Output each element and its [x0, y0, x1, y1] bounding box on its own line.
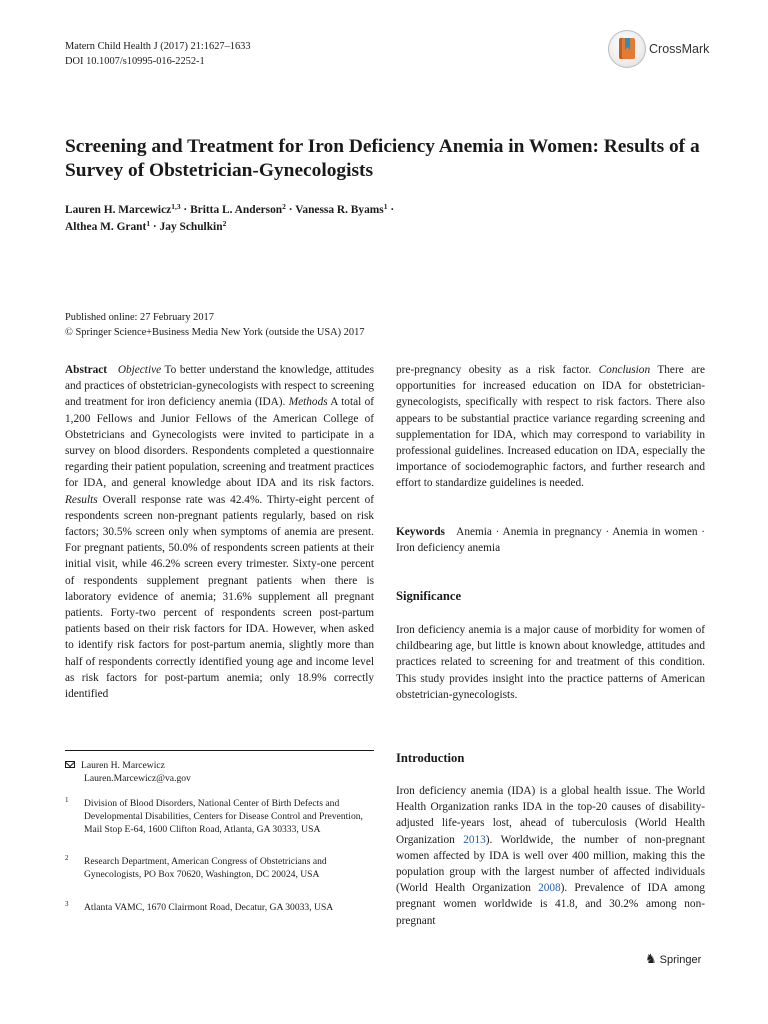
article-title: Screening and Treatment for Iron Deficiency Anemia in Women: Results of a Survey of Obstetrician-Gynecologists: [65, 136, 700, 181]
citation-link[interactable]: 2008: [538, 882, 561, 895]
significance-text: Iron deficiency anemia is a major cause of morbidity for women of childbearing age, but little is known about knowledge, attitudes and practices related to screening for and treatment of this condition. This study provides insight into the practice patterns of American obstetrician-gynecologists.: [396, 624, 705, 701]
author-separator: ·: [150, 221, 160, 233]
author-name[interactable]: Jay Schulkin: [159, 221, 223, 233]
affiliation: [65, 797, 365, 837]
author-separator: ·: [285, 204, 296, 216]
author-list: [65, 202, 705, 236]
contact-name: Lauren H. Marcewicz: [81, 760, 165, 771]
significance-heading: Significance: [396, 589, 462, 603]
intro-text: Iron deficiency anemia (IDA) is a global health issue. The World Health Organization ranks IDA in the top-20 causes of disability-adjusted life-years lost, ahead of tuberculosis (World Health Organization: [396, 785, 705, 846]
intro-text: ). Prevalence of IDA among pregnant women worldwide is 41.8, and 30.2% among non-pregnant: [396, 882, 706, 927]
keywords-label: Keywords: [396, 526, 445, 538]
affiliation-text: Atlanta VAMC, 1670 Clairmont Road, Decatur, GA 30033, USA: [84, 902, 334, 913]
introduction-heading: Introduction: [396, 751, 465, 765]
conclusion-text: There are opportunities for increased education on IDA for obstetrician-gynecologists, specifically with respect to risk factors. There also appears to be substantial practice variance regarding screening and supplementation for IDA, which may correspond to variability in professional guidelines. Increased education on IDA, especially the importance of sociodemographic factors, and further research and effort to standardize guidelines is needed.: [396, 364, 705, 490]
author-separator: ·: [180, 204, 191, 216]
conclusion-label: Conclusion: [598, 364, 651, 376]
introduction-section: [396, 783, 705, 929]
author-affiliation-mark: 1,3: [171, 202, 181, 211]
abstract-paragraph: [396, 362, 705, 492]
author-affiliation-mark: 1: [146, 219, 151, 228]
affiliation-text: Division of Blood Disorders, National Center of Birth Defects and Developmental Disabilities, Centers for Disease Control and Prevention, Mail Stop E-64, 1600 Clifton Road, Atlanta, GA 30333, USA: [84, 798, 363, 836]
contact-email[interactable]: Lauren.Marcewicz@va.gov: [84, 773, 191, 785]
envelope-icon: [65, 761, 75, 768]
journal-line: Matern Child Health J (2017) 21:1627–1633: [65, 41, 251, 52]
abstract-paragraph: [65, 362, 374, 702]
author-affiliation-mark: 2: [222, 219, 227, 228]
author-name[interactable]: Althea M. Grant: [65, 221, 147, 233]
results-text-continued: pre-pregnancy obesity as a risk factor.: [396, 364, 599, 376]
methods-label: Methods: [288, 396, 328, 409]
crossmark-badge[interactable]: [608, 30, 723, 70]
abstract-continued: [396, 362, 705, 492]
affiliation-text: Research Department, American Congress of Obstetricians and Gynecologists, PO Box 70620, Washington, DC 20024, USA: [84, 856, 327, 881]
objective-label: Objective: [117, 364, 162, 376]
journal-citation: [65, 39, 251, 69]
copyright-line: © Springer Science+Business Media New York (outside the USA) 2017: [65, 327, 365, 338]
keywords-text: Anemia · Anemia in pregnancy · Anemia in women · Iron deficiency anemia: [396, 526, 705, 555]
significance-section: [396, 622, 705, 703]
author-name[interactable]: Lauren H. Marcewicz: [65, 204, 172, 216]
footnote-divider: [65, 750, 374, 751]
published-date: Published online: 27 February 2017: [65, 312, 214, 323]
affiliation-number: 3: [65, 900, 69, 908]
affiliation: [65, 855, 365, 881]
publisher-name: Springer: [659, 954, 702, 966]
keywords: [396, 524, 705, 556]
citation-link[interactable]: 2013: [463, 833, 486, 846]
author-affiliation-mark: 1: [383, 202, 388, 211]
corresponding-author: [65, 759, 191, 785]
publisher-logo: [645, 951, 701, 967]
crossmark-label: CrossMark: [649, 42, 710, 56]
springer-horse-icon: ♞: [645, 951, 657, 966]
abstract: [65, 362, 374, 702]
author-name[interactable]: Britta L. Anderson: [190, 204, 283, 216]
results-label: Results: [65, 493, 98, 506]
publication-info: [65, 310, 364, 340]
author-separator: ·: [387, 204, 395, 216]
abstract-label: Abstract: [65, 364, 108, 376]
objective-text: To better understand the knowledge, attitudes and practices of obstetrician-gynecologists with respect to screening and treatment for iron deficiency anemia (IDA).: [65, 364, 374, 409]
author-affiliation-mark: 2: [282, 202, 286, 211]
affiliation-number: 2: [65, 854, 69, 862]
introduction-paragraph: [396, 783, 705, 929]
affiliation-number: 1: [65, 796, 69, 804]
results-text: Overall response rate was 42.4%. Thirty-eight percent of respondents screen non-pregnant patients regularly, based on risk factors; 30.5% screen only when symptoms of anemia are present. For pregnant patients, 50.0% of respondents screen patients at their initial visit, while 46.2% screen every trimester. Sixty-one percent of respondents supplement pregnant patients when there is laboratory evidence of anemia; 31.6% supplement all pregnant patients. Forty-two percent of respondents screen post-partum patients based on their risk factors for IDA. However, when asked to identify risk factors for post-partum anemia, slightly more than half of respondents correctly identified young age and income level as risk factors for post-partum anemia; only 18.9% correctly identified: [65, 493, 374, 701]
methods-text: A total of 1,200 Fellows and Junior Fellows of the American College of Obstetricians and Gynecologists were invited to participate in a survey on blood disorders. Respondents completed a questionnaire regarding their patient population, screening and treatment practices for IDA, and general knowledge about IDA and its risk factors.: [65, 396, 374, 490]
intro-text: ). Worldwide, the number of non-pregnant women affected by IDA is well over 400 million, making this the population group with the largest number of affected individuals (World Health Organization: [396, 833, 705, 895]
affiliation: [65, 901, 365, 914]
author-name[interactable]: Vanessa R. Byams: [295, 204, 384, 216]
doi-line[interactable]: DOI 10.1007/s10995-016-2252-1: [65, 56, 205, 67]
